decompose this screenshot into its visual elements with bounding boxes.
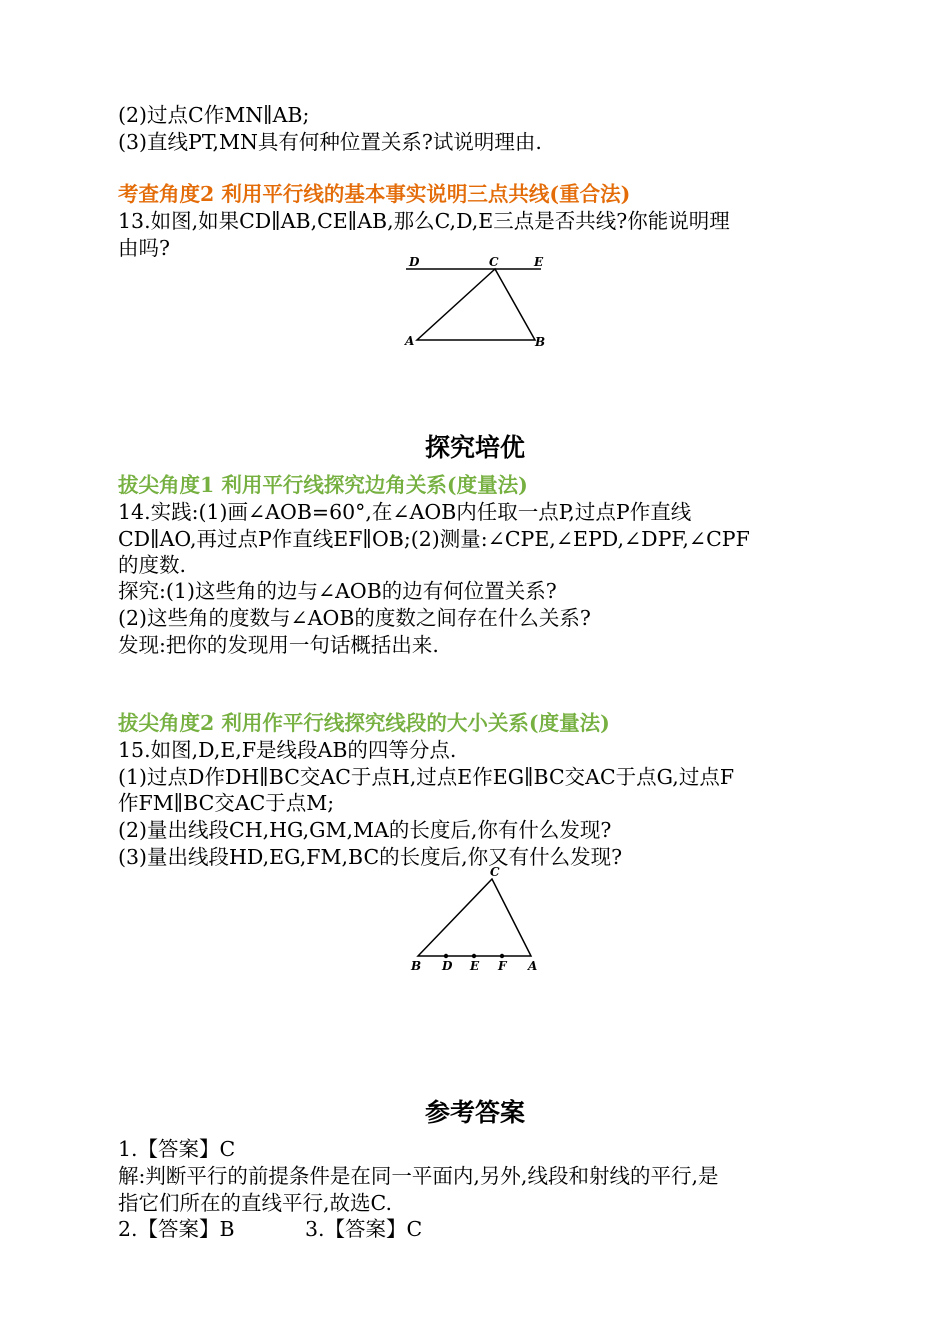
text-line: 由吗? [118,236,170,260]
triangle-ABC [418,879,531,956]
text-line: 15.如图,D,E,F是线段AB的四等分点. [118,738,457,762]
label-C: C [490,865,500,879]
text-line: (3)量出线段HD,EG,FM,BC的长度后,你又有什么发现? [118,845,623,869]
label-C: C [489,255,499,269]
text-line: 探究:(1)这些角的边与∠AOB的边有何位置关系? [118,579,557,603]
label-B: B [535,335,546,349]
section-heading: 拔尖角度2 利用作平行线探究线段的大小关系(度量法) [118,711,610,735]
text-line: CD∥AO,再过点P作直线EF∥OB;(2)测量:∠CPE,∠EPD,∠DPF,∠CPF [118,527,750,551]
answers-title: 参考答案 [424,1098,525,1127]
label-F: F [498,959,507,973]
answer-line: 解:判断平行的前提条件是在同一平面内,另外,线段和射线的平行,是 [118,1164,719,1188]
answer-line: 2.【答案】B [118,1217,235,1241]
section-heading: 拔尖角度1 利用平行线探究边角关系(度量法) [118,473,528,497]
point-D [444,954,448,958]
answer-line: 3.【答案】C [305,1217,423,1241]
text-line: 的度数. [118,553,187,577]
label-D: D [409,255,420,269]
section-title: 探究培优 [424,433,525,462]
triangle-ABC [417,269,535,340]
text-line: 14.实践:(1)画∠AOB=60°,在∠AOB内任取一点P,过点P作直线 [118,500,692,524]
text-line: 发现:把你的发现用一句话概括出来. [118,633,439,657]
label-A: A [528,959,538,973]
point-F [500,954,504,958]
answer-line: 1.【答案】C [118,1137,236,1161]
label-A: A [405,334,415,348]
text-line: (2)量出线段CH,HG,GM,MA的长度后,你有什么发现? [118,818,612,842]
label-D: D [442,959,453,973]
text-line: 作FM∥BC交AC于点M; [118,791,335,815]
figure-13 [398,252,558,352]
label-B: B [411,959,422,973]
point-E [472,954,476,958]
figure-15 [404,862,554,977]
text-line: (1)过点D作DH∥BC交AC于点H,过点E作EG∥BC交AC于点G,过点F [118,765,735,789]
label-E: E [534,255,544,269]
text-line: (2)这些角的度数与∠AOB的度数之间存在什么关系? [118,606,591,630]
text-line: (3)直线PT,MN具有何种位置关系?试说明理由. [118,130,542,154]
answer-line: 指它们所在的直线平行,故选C. [118,1191,392,1215]
text-line: (2)过点C作MN∥AB; [118,103,310,127]
section-heading: 考查角度2 利用平行线的基本事实说明三点共线(重合法) [118,182,631,206]
label-E: E [470,959,480,973]
text-line: 13.如图,如果CD∥AB,CE∥AB,那么C,D,E三点是否共线?你能说明理 [118,209,730,233]
